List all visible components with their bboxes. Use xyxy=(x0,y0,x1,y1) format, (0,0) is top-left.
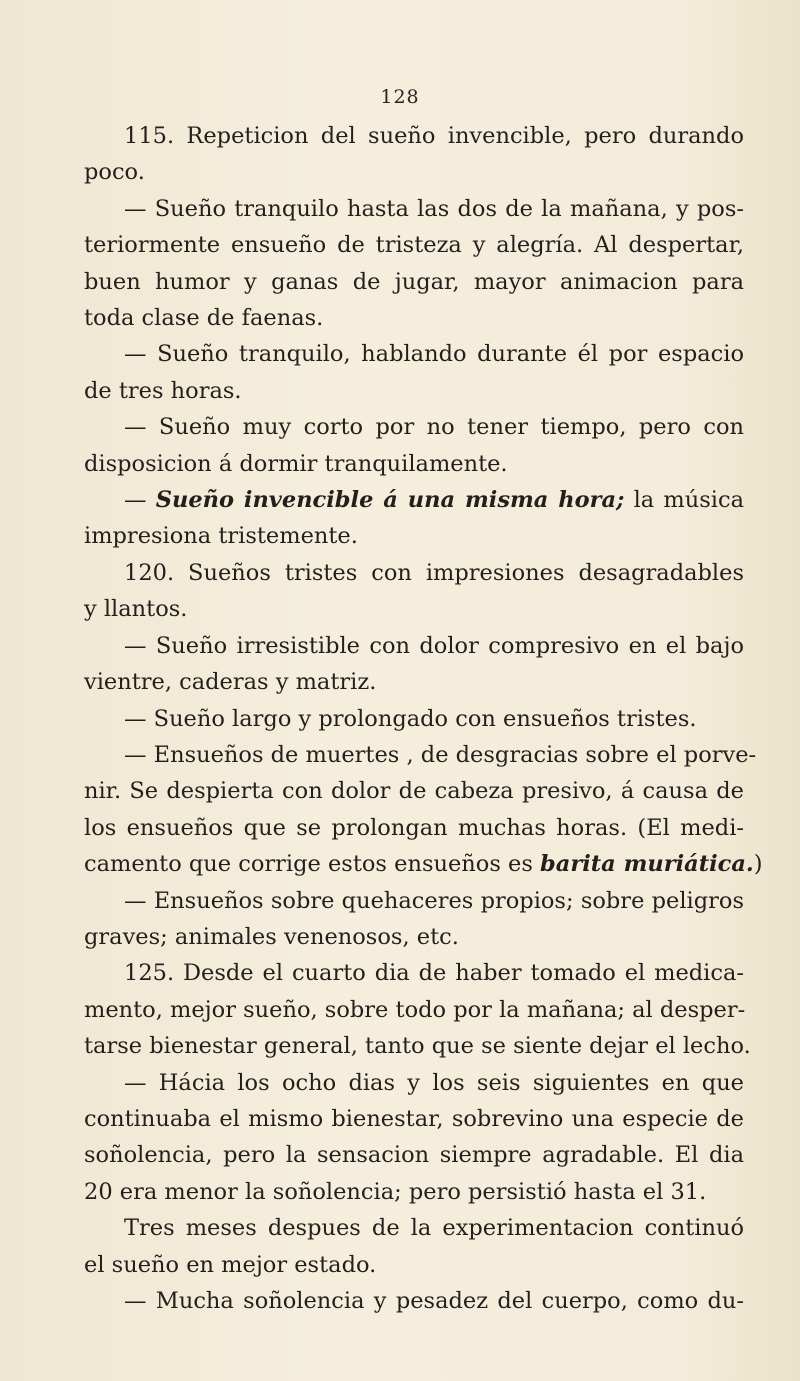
text-line xyxy=(84,1210,744,1246)
text-line xyxy=(84,773,744,809)
text-span: — xyxy=(124,487,156,514)
text-span: impresiona tristemente. xyxy=(84,523,358,550)
text-line xyxy=(84,664,744,700)
text-line xyxy=(84,1174,744,1210)
text-span: 20 era menor la soñolencia; pero persistió hasta el 31. xyxy=(84,1178,707,1205)
text-line xyxy=(84,846,763,882)
text-span: graves; animales venenosos, etc. xyxy=(84,923,459,950)
page-number: 128 xyxy=(380,86,420,108)
text-span: 125. Desde el cuarto dia de haber tomado el medica- xyxy=(124,960,744,987)
text-span: poco. xyxy=(84,159,145,186)
text-span: y llantos. xyxy=(84,596,188,623)
text-span: — Sueño muy corto por no tener tiempo, pero con xyxy=(124,414,744,441)
text-span: — Ensueños de muertes , de desgracias sobre el porve- xyxy=(124,741,757,768)
text-line xyxy=(84,810,744,846)
text-line xyxy=(84,1101,744,1137)
text-span: el sueño en mejor estado. xyxy=(84,1251,377,1278)
text-span: vientre, caderas y matriz. xyxy=(84,669,377,696)
italic-text-span: Sueño invencible á una misma hora; xyxy=(155,487,625,514)
text-line xyxy=(84,955,744,991)
text-line xyxy=(84,591,744,627)
text-line xyxy=(84,336,744,372)
text-line xyxy=(84,992,744,1028)
text-line xyxy=(84,1137,744,1173)
text-line xyxy=(84,919,744,955)
text-span: la música xyxy=(624,487,744,514)
text-line xyxy=(84,154,744,190)
text-span: — Sueño tranquilo, hablando durante él por espacio xyxy=(124,341,744,368)
text-span: ) xyxy=(753,851,763,878)
text-span: toda clase de faenas. xyxy=(84,305,324,332)
text-line xyxy=(84,446,744,482)
text-line xyxy=(84,1028,751,1064)
text-line xyxy=(84,227,744,263)
text-line xyxy=(84,555,744,591)
text-span: — Sueño irresistible con dolor compresivo en el bajo xyxy=(124,632,744,659)
text-span: — Sueño tranquilo hasta las dos de la mañana, y pos- xyxy=(124,195,744,222)
text-span: 115. Repeticion del sueño invencible, pero durando xyxy=(124,123,744,149)
text-line xyxy=(84,883,744,919)
text-span: — Mucha soñolencia y pesadez del cuerpo, como du- xyxy=(124,1288,744,1314)
text-span: buen humor y ganas de jugar, mayor animacion para xyxy=(84,268,744,295)
text-line xyxy=(84,300,744,336)
text-span: mento, mejor sueño, sobre todo por la mañana; al desper- xyxy=(84,996,746,1023)
text-line xyxy=(84,373,744,409)
text-line xyxy=(84,482,744,518)
text-line xyxy=(84,737,757,773)
text-line xyxy=(84,264,744,300)
text-span: — Sueño largo y prolongado con ensueños tristes. xyxy=(124,705,697,732)
text-line xyxy=(84,118,744,154)
text-line xyxy=(84,1283,744,1319)
text-span: 120. Sueños tristes con impresiones desagradables xyxy=(124,559,744,586)
page-body-text xyxy=(84,118,763,1319)
text-line xyxy=(84,191,744,227)
text-span: — Hácia los ocho dias y los seis siguientes en que xyxy=(124,1069,744,1096)
text-line xyxy=(84,628,744,664)
text-line xyxy=(84,701,744,737)
text-span: los ensueños que se prolongan muchas horas. (El medi- xyxy=(84,814,744,841)
italic-text-span: barita muriática. xyxy=(540,851,754,878)
text-span: soñolencia, pero la sensacion siempre agradable. El dia xyxy=(84,1142,744,1169)
text-span: teriormente ensueño de tristeza y alegría. Al despertar, xyxy=(84,232,744,259)
text-line xyxy=(84,1247,744,1283)
text-line xyxy=(84,409,744,445)
text-span: de tres horas. xyxy=(84,377,242,404)
text-span: Tres meses despues de la experimentacion continuó xyxy=(124,1215,744,1242)
text-span: nir. Se despierta con dolor de cabeza presivo, á causa de xyxy=(84,778,744,805)
text-line xyxy=(84,1065,744,1101)
text-span: continuaba el mismo bienestar, sobrevino una especie de xyxy=(84,1105,744,1132)
text-span: tarse bienestar general, tanto que se siente dejar el lecho. xyxy=(84,1033,751,1060)
text-line xyxy=(84,518,744,554)
text-span: camento que corrige estos ensueños es xyxy=(84,851,541,878)
text-span: — Ensueños sobre quehaceres propios; sobre peligros xyxy=(124,887,744,914)
text-span: disposicion á dormir tranquilamente. xyxy=(84,450,508,477)
